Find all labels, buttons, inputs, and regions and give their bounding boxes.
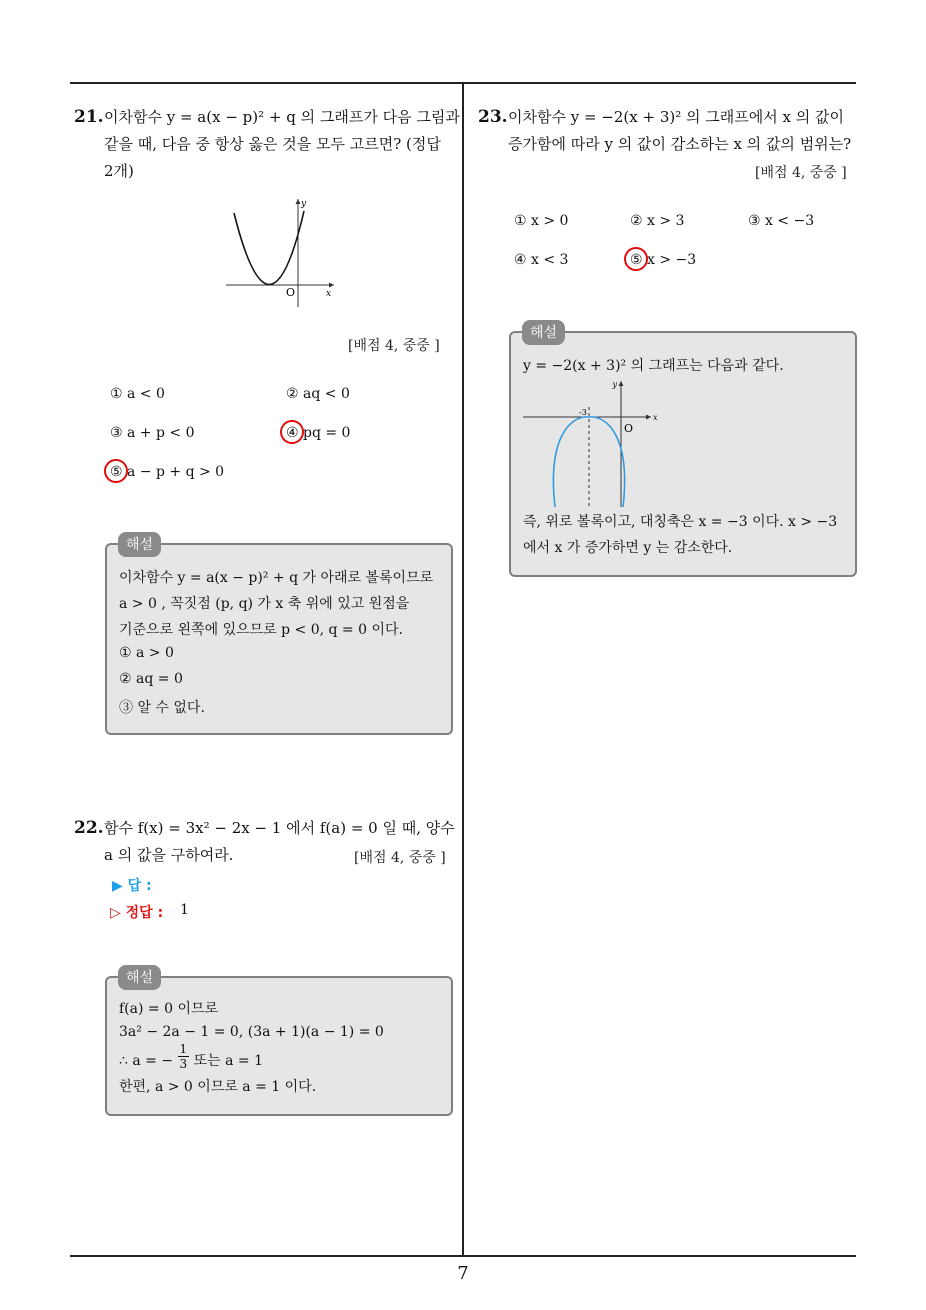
q21-expl-line-3: 기준으로 왼쪽에 있으므로 p < 0, q = 0 이다. bbox=[119, 622, 403, 638]
q23-explanation-tab: 해설 bbox=[522, 320, 565, 345]
q21-expl-line-5: ② aq = 0 bbox=[119, 671, 183, 687]
q21-answer-mark-4 bbox=[278, 418, 306, 446]
q22-expl-line-2: 3a² − 2a − 1 = 0, (3a + 1)(a − 1) = 0 bbox=[119, 1024, 384, 1040]
q21-choice-3[interactable]: ③ a + p < 0 bbox=[110, 425, 195, 441]
q21-x-arrow bbox=[329, 283, 334, 288]
q21-score: [배점 4, 중중 ] bbox=[348, 338, 440, 354]
q22-expl-line-4: 한편, a > 0 이므로 a = 1 이다. bbox=[119, 1079, 317, 1095]
q21-choice-4[interactable]: ④ pq = 0 bbox=[286, 425, 351, 441]
q23-score: [배점 4, 중중 ] bbox=[755, 165, 847, 181]
q22-expl-line-3 bbox=[119, 1042, 263, 1078]
bottom-rule bbox=[70, 1255, 856, 1257]
q23-x-label: x bbox=[653, 413, 658, 422]
q21-expl-line-1: 이차함수 y = a(x − p)² + q 가 아래로 볼록이므로 bbox=[119, 570, 434, 586]
q21-expl-line-2: a > 0 , 꼭짓점 (p, q) 가 x 축 위에 있고 원점을 bbox=[119, 596, 410, 612]
q23-choice-4[interactable]: ④ x < 3 bbox=[514, 252, 569, 268]
q23-vertex-label: -3 bbox=[579, 408, 587, 417]
q23-choice-2[interactable]: ② x > 3 bbox=[630, 213, 685, 229]
q21-graph bbox=[222, 195, 342, 310]
q21-line-3: 2개) bbox=[104, 162, 134, 180]
q22-answer-label[interactable]: ▶ 답 : bbox=[112, 878, 152, 894]
q23-origin-label: O bbox=[624, 422, 634, 435]
q23-expl-line-3: 에서 x 가 증가하면 y 는 감소한다. bbox=[523, 540, 733, 556]
q22-correct-value: 1 bbox=[180, 902, 189, 918]
q23-choice-3[interactable]: ③ x < −3 bbox=[748, 213, 815, 229]
q21-y-arrow bbox=[296, 199, 301, 204]
q23-answer-mark-5 bbox=[622, 245, 650, 273]
q21-text bbox=[104, 104, 460, 185]
q21-expl-line-4: ① a > 0 bbox=[119, 645, 174, 661]
q23-y-arrow bbox=[619, 381, 624, 386]
q22-score: [배점 4, 중중 ] bbox=[354, 850, 446, 866]
q23-x-arrow bbox=[646, 415, 651, 420]
q21-choice-1[interactable]: ① a < 0 bbox=[110, 386, 165, 402]
q23-explanation-box bbox=[509, 331, 857, 577]
q23-expl-line-1: y = −2(x + 3)² 의 그래프는 다음과 같다. bbox=[523, 358, 784, 374]
q23-text bbox=[508, 104, 860, 158]
q21-choice-2[interactable]: ② aq < 0 bbox=[286, 386, 350, 402]
q21-number: 21. bbox=[74, 107, 104, 127]
q23-line-1: 이차함수 y = −2(x + 3)² 의 그래프에서 x 의 값이 bbox=[508, 108, 844, 126]
q21-expl-line-6: ③ 알 수 없다. bbox=[119, 700, 205, 716]
q22-frac-num: 1 bbox=[179, 1042, 188, 1056]
q23-choice-1[interactable]: ① x > 0 bbox=[514, 213, 569, 229]
q21-y-label: y bbox=[301, 199, 307, 209]
q23-number: 23. bbox=[478, 107, 508, 127]
q22-explanation-tab: 해설 bbox=[118, 965, 161, 990]
q22-expl-or: 또는 a = 1 bbox=[193, 1053, 264, 1069]
q23-choice-5[interactable]: ⑤ x > −3 bbox=[630, 252, 697, 268]
q22-line-2: a 의 값을 구하여라. bbox=[104, 846, 234, 864]
q21-x-label: x bbox=[326, 289, 332, 299]
q22-line-1: 함수 f(x) = 3x² − 2x − 1 에서 f(a) = 0 일 때, 양수 bbox=[104, 819, 455, 837]
q22-expl-line-1: f(a) = 0 이므로 bbox=[119, 1001, 219, 1017]
q22-correct-label: ▷ 정답 : bbox=[110, 905, 164, 921]
q23-line-2: 증가함에 따라 y 의 값이 감소하는 x 의 값의 범위는? bbox=[508, 135, 852, 153]
q23-graph bbox=[519, 375, 669, 510]
q21-parabola bbox=[234, 211, 304, 285]
q21-origin-label: O bbox=[286, 286, 296, 299]
q21-answer-mark-5 bbox=[102, 457, 130, 485]
q21-choice-5[interactable]: ⑤ a − p + q > 0 bbox=[110, 464, 225, 480]
q22-frac-den: 3 bbox=[179, 1057, 188, 1071]
q22-expl-therefore: ∴ a = − bbox=[119, 1053, 174, 1069]
q22-explanation-box bbox=[105, 976, 453, 1116]
page-number: 7 bbox=[457, 1263, 469, 1284]
q21-line-2: 같을 때, 다음 중 항상 옳은 것을 모두 고르면? (정답 bbox=[104, 135, 441, 153]
q23-expl-line-2: 즉, 위로 볼록이고, 대칭축은 x = −3 이다. x > −3 bbox=[523, 514, 838, 530]
q21-line-1: 이차함수 y = a(x − p)² + q 의 그래프가 다음 그림과 bbox=[104, 108, 460, 126]
q21-explanation-box bbox=[105, 543, 453, 735]
q21-explanation-tab: 해설 bbox=[118, 532, 161, 557]
q23-y-label: y bbox=[612, 380, 617, 389]
q22-expl-fraction bbox=[178, 1042, 190, 1071]
q22-number: 22. bbox=[74, 818, 104, 838]
column-divider bbox=[462, 84, 464, 1256]
